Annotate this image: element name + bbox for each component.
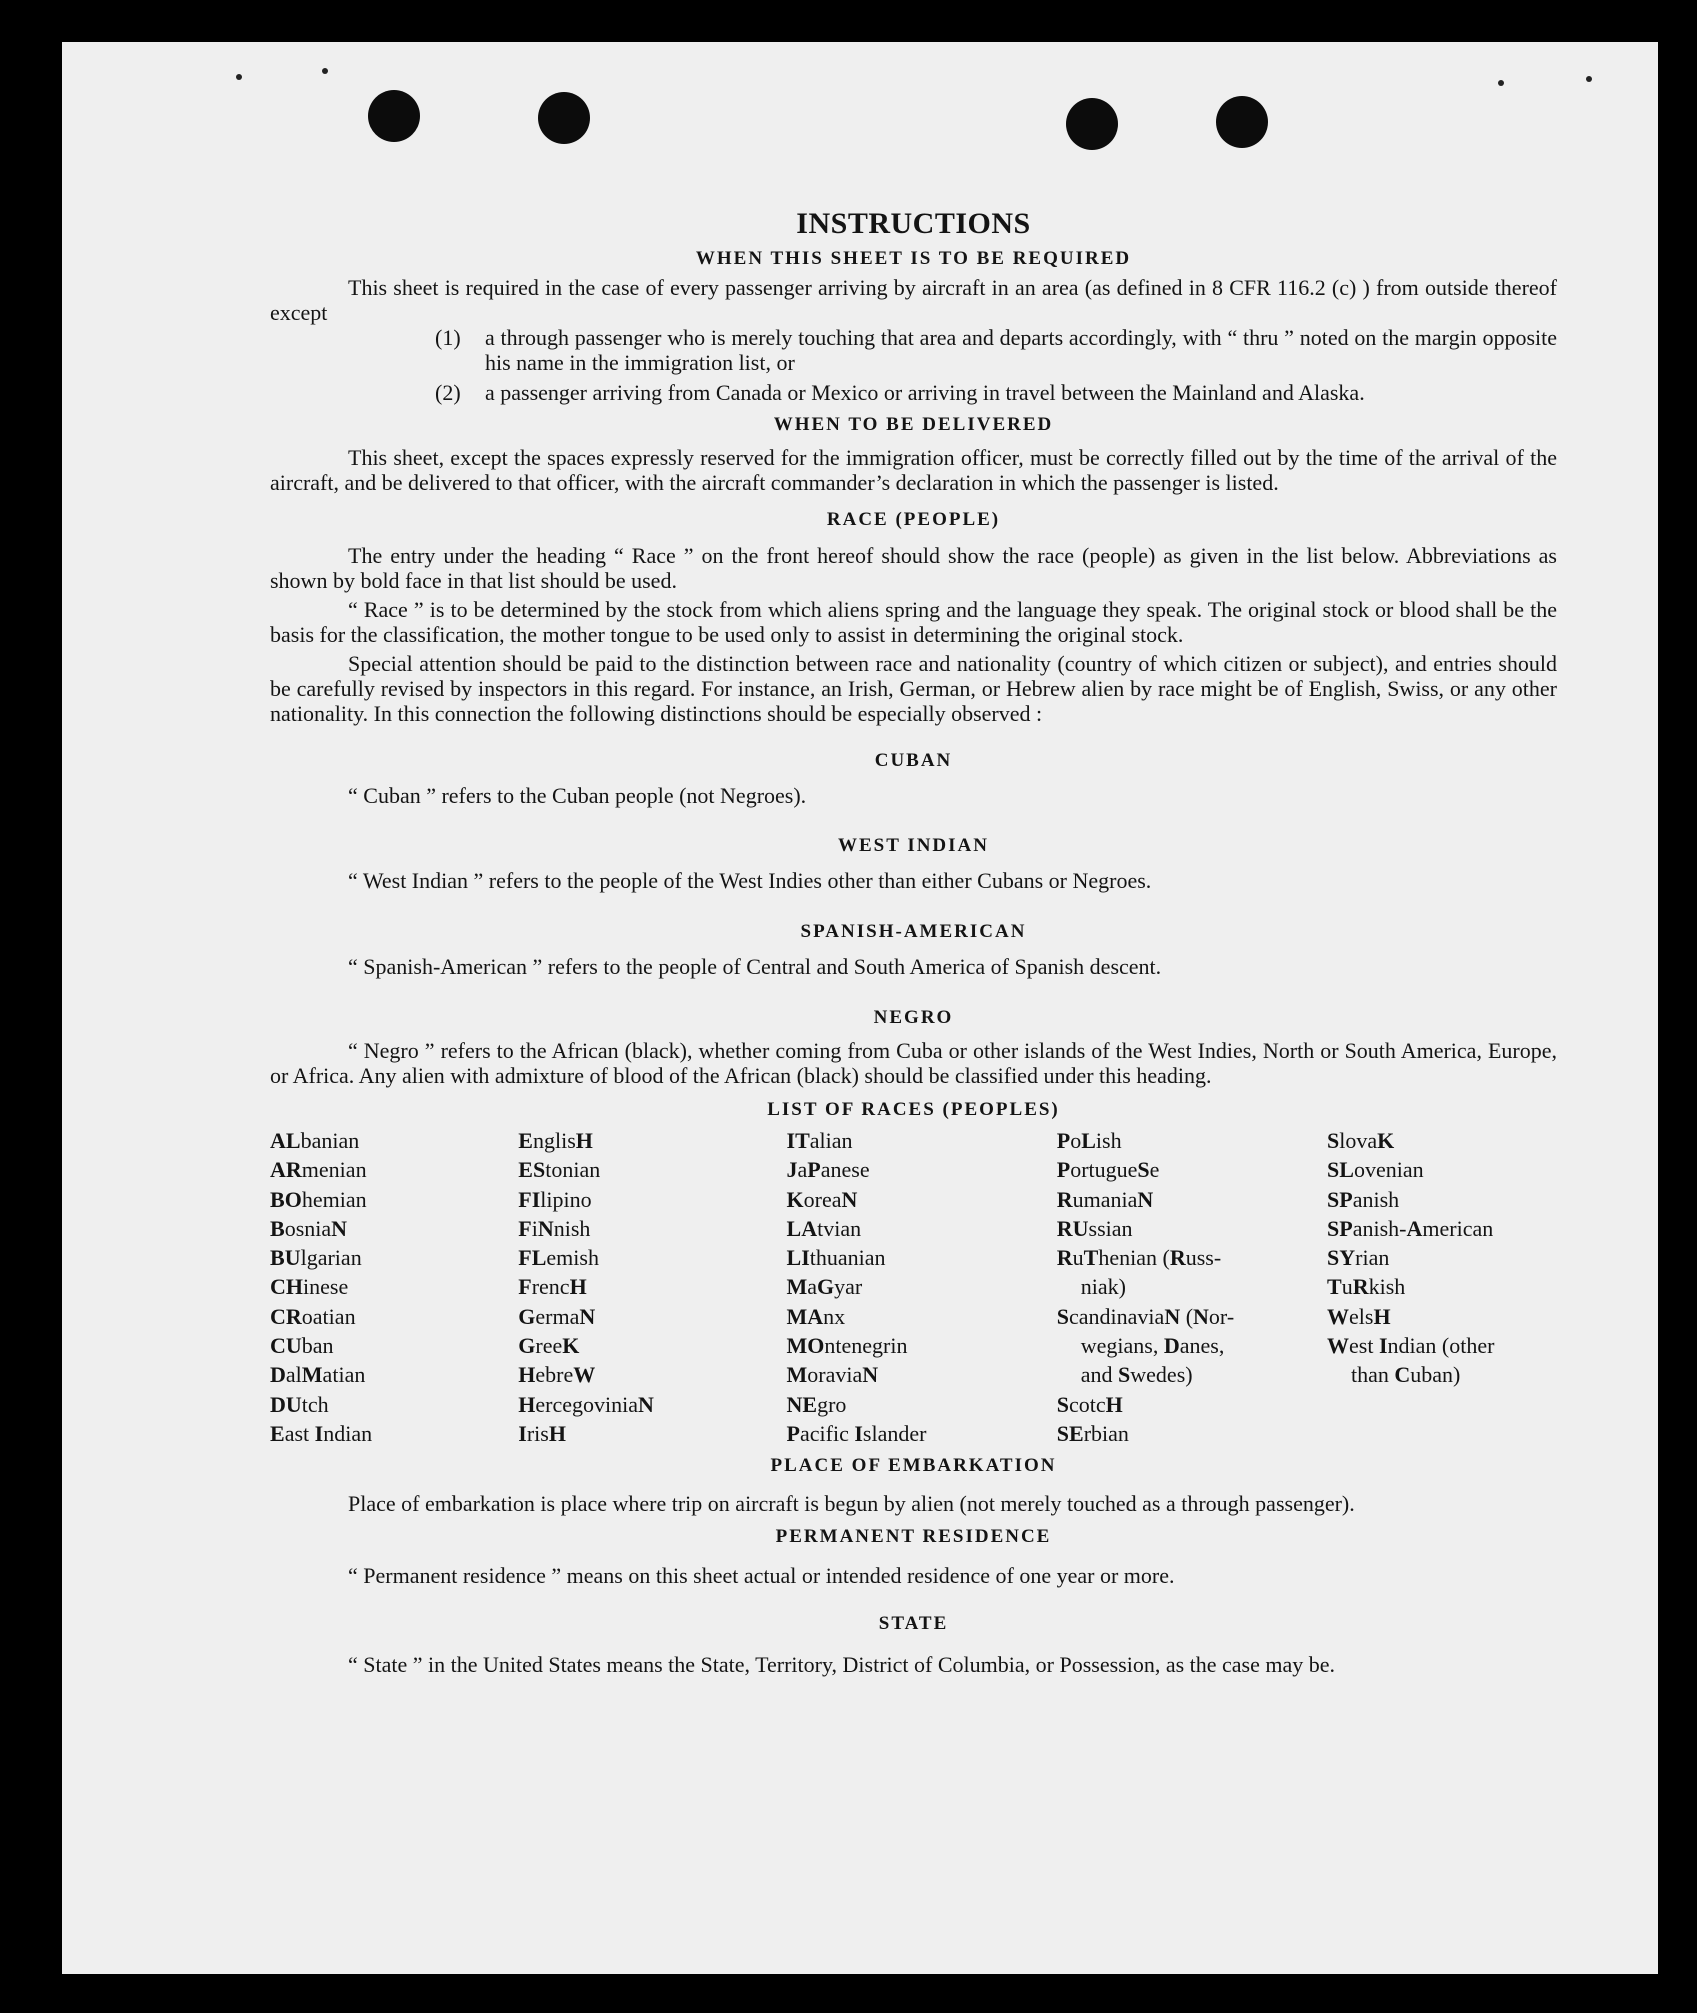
race-item: SPanish-American [1327, 1215, 1494, 1241]
negro-text: “ Negro ” refers to the African (black), whether coming from Cuba or other islands of the West Indies, North or South America, Europe, or Africa. Any alien with admixture of blood of the African (black) should be classified under this heading. [270, 1038, 1557, 1088]
exception-item [435, 325, 1557, 375]
race-item: BUlgarian [270, 1245, 362, 1271]
race-item: SLovenian [1327, 1157, 1424, 1183]
race-item: BOhemian [270, 1186, 367, 1212]
race-item: FrencH [518, 1274, 587, 1300]
race-column [1327, 1126, 1557, 1448]
race-item: Pacific Islander [786, 1420, 927, 1446]
race-item: ALbanian [270, 1128, 360, 1153]
heading-permanent-residence: PERMANENT RESIDENCE [775, 1526, 1052, 1548]
race-item: LIthuanian [786, 1245, 886, 1271]
race-item: MaGyar [786, 1274, 863, 1300]
residence-text: “ Permanent residence ” means on this sheet actual or intended residence of one year or more. [348, 1563, 1175, 1589]
punch-hole [368, 90, 420, 142]
race-item: RumaniaN [1056, 1186, 1154, 1212]
race-paragraph: Special attention should be paid to the distinction between race and nationality (country of which citizen or subject), and entries should be carefully revised by inspectors in this regard. For instance, an Irish, German, or Hebrew alien by race might be of English, Swiss, or any other nationality. In this connection the following distinctions should be especially observed : [270, 651, 1557, 726]
race-item: WelsH [1327, 1303, 1391, 1329]
race-item: SlovaK [1327, 1128, 1395, 1153]
race-item: BosniaN [270, 1215, 348, 1241]
heading-embarkation: PLACE OF EMBARKATION [770, 1455, 1057, 1477]
race-item: KoreaN [786, 1186, 858, 1212]
race-item: MOntenegrin [786, 1333, 908, 1359]
race-item: MAnx [786, 1303, 846, 1329]
state-text: “ State ” in the United States means the State, Territory, District of Columbia, or Possession, as the case may be. [348, 1652, 1336, 1678]
race-item: FiNnish [518, 1215, 591, 1241]
race-paragraph: “ Race ” is to be determined by the stock from which aliens spring and the language they speak. The original stock or blood shall be the basis for the classification, the mother tongue to be used only to assist in determining the original stock. [270, 597, 1557, 647]
race-item: PortugueSe [1056, 1157, 1160, 1183]
race-item: ITalian [786, 1128, 853, 1153]
race-item: GermaN [518, 1303, 596, 1329]
race-item: RuThenian (Russ- [1056, 1245, 1222, 1271]
race-column [518, 1126, 778, 1448]
race-item-continued: than Cuban) [1351, 1362, 1461, 1388]
item-number: (1) [435, 325, 461, 350]
race-list [270, 1126, 1557, 1448]
heading-state: STATE [878, 1613, 949, 1635]
heading-spanish-american: SPANISH-AMERICAN [800, 921, 1027, 942]
race-item: EStonian [518, 1157, 601, 1183]
instructions-content [270, 208, 1557, 1680]
heading-when-required: WHEN THIS SHEET IS TO BE REQUIRED [695, 248, 1132, 269]
race-item: RUssian [1056, 1215, 1133, 1241]
race-item: CUban [270, 1333, 334, 1359]
heading-list-of-races: LIST OF RACES (PEOPLES) [767, 1099, 1060, 1120]
speck [1498, 80, 1504, 86]
race-item: CHinese [270, 1274, 349, 1300]
when-required-intro: This sheet is required in the case of every passenger arriving by aircraft in an area (as defined in 8 CFR 116.2 (c) ) from outside thereof except [270, 275, 1557, 325]
race-item: DalMatian [270, 1362, 366, 1388]
race-item: PoLish [1056, 1128, 1122, 1153]
race-column [787, 1126, 1049, 1448]
page-title: INSTRUCTIONS [796, 207, 1031, 240]
spanish-american-text: “ Spanish-American ” refers to the people of Central and South America of Spanish descent. [348, 954, 1162, 979]
race-item: FLemish [518, 1245, 599, 1271]
race-item: NEgro [786, 1391, 847, 1417]
race-item: GreeK [518, 1333, 580, 1359]
race-item: LAtvian [786, 1215, 862, 1241]
race-item: ScandinaviaN (Nor- [1056, 1303, 1235, 1329]
race-item: SYrian [1327, 1245, 1390, 1271]
speck [236, 74, 242, 80]
race-item: SPanish [1327, 1186, 1400, 1212]
item-number: (2) [435, 380, 461, 405]
race-item: West Indian (other [1327, 1333, 1495, 1359]
race-column [270, 1126, 510, 1448]
race-item: HebreW [518, 1362, 596, 1388]
document-page [62, 42, 1658, 1974]
heading-race: RACE (PEOPLE) [826, 509, 1001, 530]
when-delivered-text: This sheet, except the spaces expressly reserved for the immigration officer, must be correctly filled out by the time of the arrival of the aircraft, and be delivered to that officer, with the aircraft commander’s declaration in which the passenger is listed. [270, 445, 1557, 495]
race-item: HercegoviniaN [518, 1391, 654, 1417]
race-item-continued: wegians, Danes, [1080, 1333, 1225, 1359]
race-item: CRoatian [270, 1303, 356, 1329]
race-item: ARmenian [270, 1157, 367, 1183]
race-item: FIlipino [518, 1186, 592, 1212]
item-text: a passenger arriving from Canada or Mexico or arriving in travel between the Mainland and Alaska. [485, 380, 1365, 405]
race-item: TuRkish [1327, 1274, 1406, 1300]
exception-item [435, 380, 1557, 405]
race-item: East Indian [270, 1420, 373, 1446]
race-item-continued: niak) [1080, 1274, 1126, 1300]
heading-cuban: CUBAN [874, 750, 953, 771]
speck [1586, 76, 1592, 82]
punch-hole [1066, 98, 1118, 150]
punch-hole [1216, 96, 1268, 148]
west-indian-text: “ West Indian ” refers to the people of the West Indies other than either Cubans or Negroes. [348, 868, 1152, 893]
punch-hole [538, 92, 590, 144]
race-item: JaPanese [786, 1157, 870, 1183]
speck [322, 68, 328, 74]
race-item: IrisH [518, 1420, 566, 1446]
race-item-continued: and Swedes) [1080, 1362, 1193, 1388]
race-item: MoraviaN [786, 1362, 879, 1388]
item-text: a through passenger who is merely touching that area and departs accordingly, with “ thru ” noted on the margin opposite his name in the immigration list, or [485, 325, 1557, 375]
cuban-text: “ Cuban ” refers to the Cuban people (not Negroes). [348, 783, 807, 808]
heading-negro: NEGRO [873, 1007, 954, 1028]
heading-when-delivered: WHEN TO BE DELIVERED [773, 414, 1054, 435]
race-item: DUtch [270, 1391, 329, 1417]
race-paragraph: The entry under the heading “ Race ” on the front hereof should show the race (people) as given in the list below. Abbreviations as shown by bold face in that list should be used. [270, 543, 1557, 593]
heading-west-indian: WEST INDIAN [838, 835, 989, 856]
embarkation-text: Place of embarkation is place where trip on aircraft is begun by alien (not merely touched as a through passenger). [348, 1491, 1355, 1517]
race-item: ScotcH [1056, 1391, 1123, 1417]
race-column [1057, 1126, 1319, 1448]
race-item: EnglisH [518, 1128, 593, 1153]
race-item: SErbian [1056, 1420, 1129, 1446]
